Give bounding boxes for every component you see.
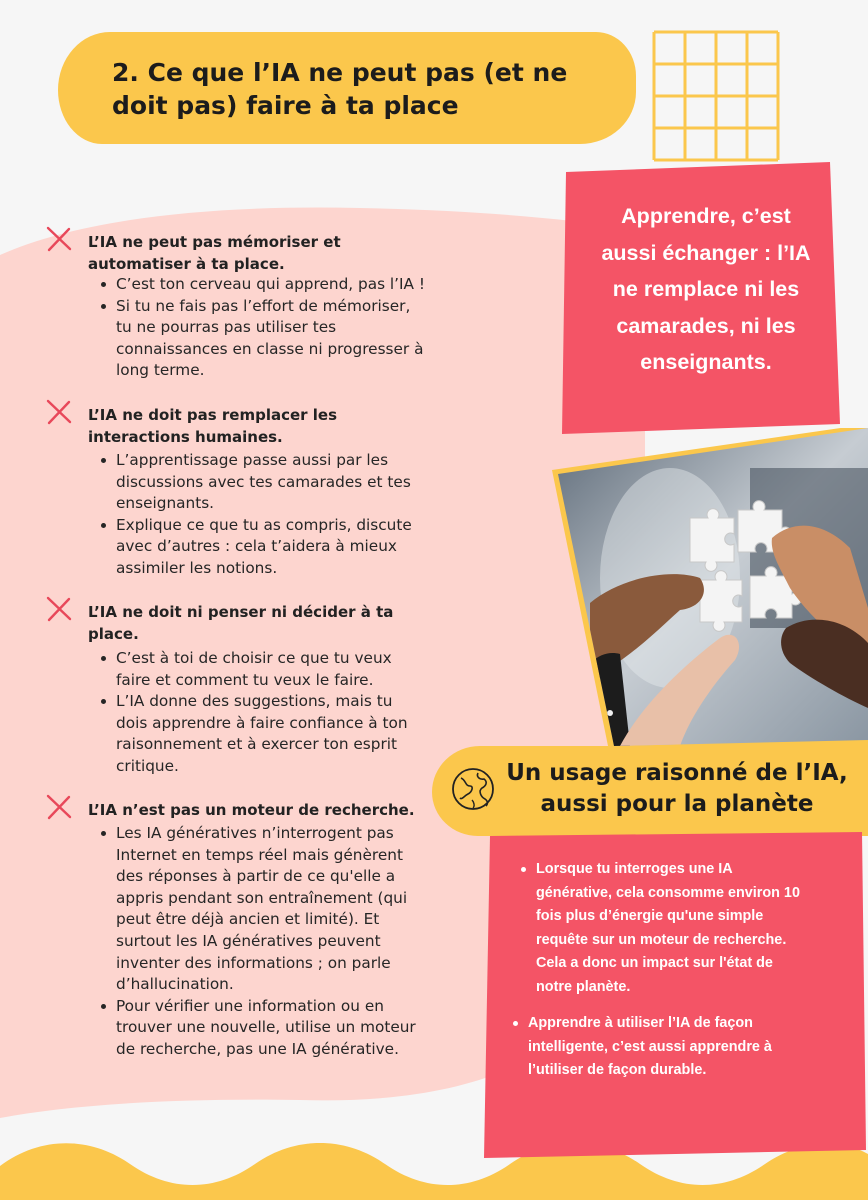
text-line: Pour vérifier une information ou en — [116, 996, 384, 1015]
text-line: Cela a donc un impact sur l'état de — [536, 955, 773, 972]
planet-bullet-list — [520, 858, 850, 1000]
text-line: Si tu ne fais pas l’effort de mémoriser, — [116, 296, 411, 315]
quote-text — [586, 198, 826, 381]
text-line: Internet en temps réel mais génèrent — [116, 845, 403, 864]
globe-icon — [448, 764, 498, 814]
text-line: trouver une nouvelle, utilise un moteur — [116, 1018, 416, 1037]
text-line: requête sur un moteur de recherche. — [536, 931, 787, 948]
text-line: assimiler les notions. — [116, 558, 278, 577]
list-item — [100, 296, 460, 382]
quote-line: ne remplace ni les — [612, 277, 800, 301]
text-line: dois apprendre à faire confiance à ton — [116, 713, 408, 732]
list-item — [100, 648, 460, 691]
text-line: C’est ton cerveau qui apprend, pas l’IA ! — [116, 275, 426, 293]
list-item — [100, 515, 460, 580]
list-item — [100, 450, 460, 515]
text-line: tu ne pourras pas utiliser tes — [116, 318, 337, 337]
page-title-line: doit pas) faire à ta place — [112, 91, 459, 120]
quote-line: camarades, ni les — [616, 313, 796, 338]
puzzle-hands-photo — [550, 428, 868, 746]
quote-line: enseignants. — [640, 350, 772, 374]
planet-title-line: Un usage raisonné de l’IA, — [506, 760, 848, 786]
text-line: notre planète. — [536, 978, 631, 995]
text-line: fois plus d’énergie qu'une simple — [536, 908, 764, 925]
text-line: faire et comment tu veux le faire. — [116, 670, 374, 689]
section-heading — [88, 799, 458, 821]
text-line: inventer des informations ; on parle — [116, 953, 391, 972]
cross-icon — [44, 792, 74, 822]
text-line: enseignants. — [116, 494, 215, 513]
text-line: discussions avec tes camarades et tes — [116, 472, 411, 491]
section-bullet-list — [100, 823, 460, 1061]
section-heading — [88, 404, 458, 448]
planet-bullet-list — [512, 1012, 850, 1083]
text-line: L’apprentissage passe aussi par les — [116, 451, 389, 469]
list-item — [100, 996, 460, 1061]
text-line: appris pendant son entraînement (qui — [116, 888, 408, 907]
text-line: C’est à toi de choisir ce que tu veux — [116, 649, 392, 667]
text-line: long terme. — [116, 361, 205, 380]
text-line: critique. — [116, 756, 179, 775]
list-item — [100, 691, 460, 777]
text-line: peut être déjà ancien et limité). Et — [116, 910, 380, 929]
text-line: d’hallucination. — [116, 975, 234, 994]
text-line: avec d’autres : cela t’aidera à mieux — [116, 537, 397, 556]
text-line: Lorsque tu interroges une IA — [536, 861, 733, 877]
quote-line: Apprendre, c’est — [621, 204, 791, 228]
section-heading-line: interactions humaines. — [88, 428, 283, 446]
section-heading-line: L’IA n’est pas un moteur de recherche. — [88, 801, 415, 819]
planet-title-line: aussi pour la planète — [540, 791, 814, 817]
text-line: Explique ce que tu as compris, discute — [116, 515, 412, 534]
cross-icon — [44, 594, 74, 624]
list-item — [100, 823, 460, 996]
section-bullet-list — [100, 648, 460, 778]
list-item — [520, 858, 850, 1000]
section-heading-line: L’IA ne peut pas mémoriser et — [88, 233, 341, 251]
text-line: surtout les IA génératives peuvent — [116, 931, 381, 950]
cross-icon — [44, 224, 74, 254]
section-heading — [88, 231, 458, 275]
text-line: connaissances en classe ni progresser à — [116, 339, 424, 358]
section-heading — [88, 601, 458, 645]
page-title-line: 2. Ce que l’IA ne peut pas (et ne — [112, 58, 568, 87]
text-line: intelligente, c’est aussi apprendre à — [528, 1038, 772, 1055]
text-line: raisonnement et à exercer ton esprit — [116, 735, 398, 754]
quote-line: aussi échanger : l’IA — [601, 240, 811, 265]
section-heading-line: L’IA ne doit ni penser ni décider à ta — [88, 603, 394, 621]
planet-section-title — [496, 758, 858, 820]
section-heading-line: automatiser à ta place. — [88, 255, 285, 273]
text-line: générative, cela consomme environ 10 — [536, 884, 800, 901]
list-item — [100, 274, 460, 296]
text-line: l’utiliser de façon durable. — [528, 1062, 707, 1079]
text-line: Apprendre à utiliser l’IA de façon — [528, 1015, 753, 1031]
text-line: Les IA génératives n’interrogent pas — [116, 824, 394, 842]
page-title — [112, 56, 632, 122]
section-bullet-list — [100, 274, 460, 382]
section-heading-line: L’IA ne doit pas remplacer les — [88, 406, 338, 424]
text-line: des réponses à partir de ce qu'elle a — [116, 867, 396, 886]
cross-icon — [44, 397, 74, 427]
text-line: de recherche, pas une IA générative. — [116, 1039, 399, 1058]
grid-decoration — [652, 30, 782, 162]
list-item — [512, 1012, 850, 1083]
section-heading-line: place. — [88, 625, 139, 643]
section-bullet-list — [100, 450, 460, 580]
text-line: L’IA donne des suggestions, mais tu — [116, 692, 393, 711]
